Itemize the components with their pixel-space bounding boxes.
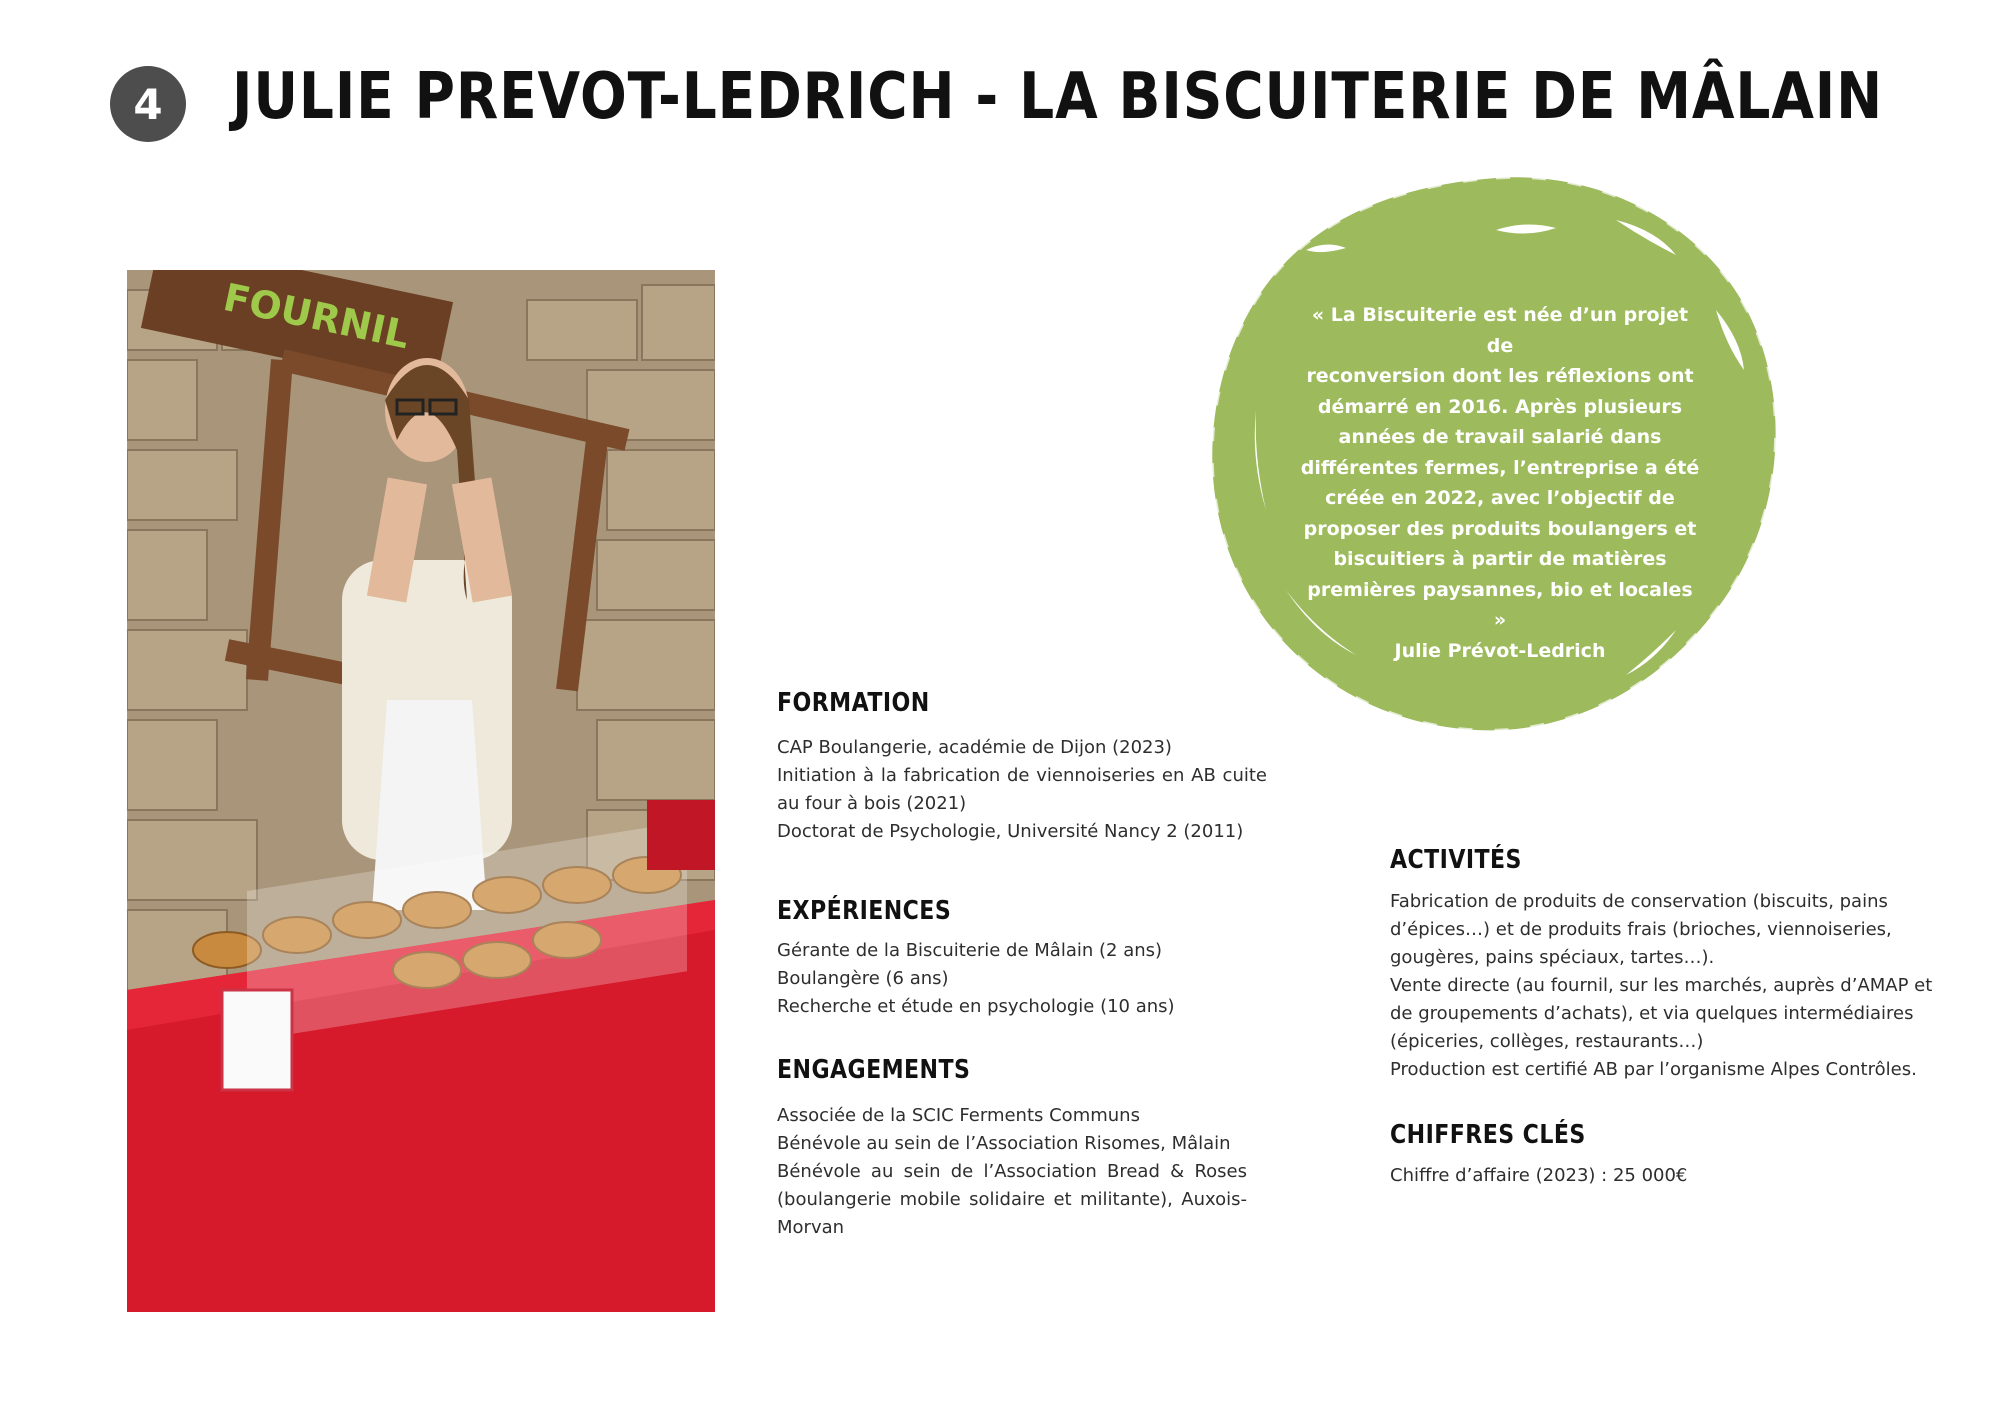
sign-text: FOURNIL: [219, 274, 414, 358]
engagement-item: Associée de la SCIC Ferments Communs: [777, 1105, 1140, 1126]
activite-item: Production est certifié AB par l’organisme Alpes Contrôles.: [1390, 1059, 1917, 1080]
formation-heading: FORMATION: [777, 688, 930, 718]
activite-item: Fabrication de produits de conservation (biscuits, pains d’épices…) et de produits frais (brioches, viennoiseries, gougères, pains spéciaux, tartes…).: [1390, 891, 1892, 968]
formation-list: [777, 734, 1267, 846]
experiences-list: [777, 937, 1267, 1021]
quote-line: reconversion dont les réflexions ont: [1306, 365, 1694, 387]
chiffre-item: Chiffre d’affaire (2023) : 25 000€: [1390, 1165, 1688, 1186]
quote-line: premières paysannes, bio et locales »: [1307, 578, 1693, 631]
formation-item: CAP Boulangerie, académie de Dijon (2023): [777, 737, 1172, 758]
quote-line: proposer des produits boulangers et: [1303, 517, 1697, 540]
activite-item: Vente directe (au fournil, sur les marchés, auprès d’AMAP et de groupements d’achats), et via quelques intermédiaires (épiceries, collèges, restaurants…): [1390, 975, 1933, 1052]
quote-line: années de travail salarié dans: [1338, 426, 1662, 448]
quote-text: [1300, 300, 1700, 666]
quote-author: Julie Prévot-Ledrich: [1394, 639, 1606, 662]
section-number-badge: [110, 66, 186, 142]
quote-line: biscuitiers à partir de matières: [1333, 548, 1667, 570]
portrait-photo: [127, 270, 715, 1312]
formation-item: Initiation à la fabrication de viennoiseries en AB cuite au four à bois (2021): [777, 765, 1267, 814]
engagements-heading: ENGAGEMENTS: [777, 1055, 971, 1085]
activites-heading: ACTIVITÉS: [1390, 845, 1522, 875]
activites-list: [1390, 888, 1950, 1084]
page-title: JULIE PREVOT-LEDRICH - LA BISCUITERIE DE MÂLAIN: [232, 60, 1884, 134]
quote-line: différentes fermes, l’entreprise a été: [1300, 456, 1700, 479]
quote-line: démarré en 2016. Après plusieurs: [1317, 395, 1683, 418]
formation-item: Doctorat de Psychologie, Université Nancy 2 (2011): [777, 821, 1244, 842]
engagement-item: Bénévole au sein de l’Association Bread & Roses (boulangerie mobile solidaire et militante), Auxois-Morvan: [777, 1161, 1247, 1238]
chiffres-list: [1390, 1162, 1950, 1190]
chiffres-heading: CHIFFRES CLÉS: [1390, 1120, 1586, 1150]
experience-item: Gérante de la Biscuiterie de Mâlain (2 ans): [777, 940, 1163, 961]
experience-item: Recherche et étude en psychologie (10 ans): [777, 996, 1175, 1017]
experience-item: Boulangère (6 ans): [777, 968, 949, 989]
engagements-list: [777, 1102, 1247, 1242]
experiences-heading: EXPÉRIENCES: [777, 896, 952, 926]
section-number: 4: [133, 79, 163, 129]
quote-line: créée en 2022, avec l’objectif de: [1325, 487, 1675, 509]
quote-line: « La Biscuiterie est née d’un projet de: [1311, 304, 1689, 357]
engagement-item: Bénévole au sein de l’Association Risomes, Mâlain: [777, 1133, 1231, 1154]
